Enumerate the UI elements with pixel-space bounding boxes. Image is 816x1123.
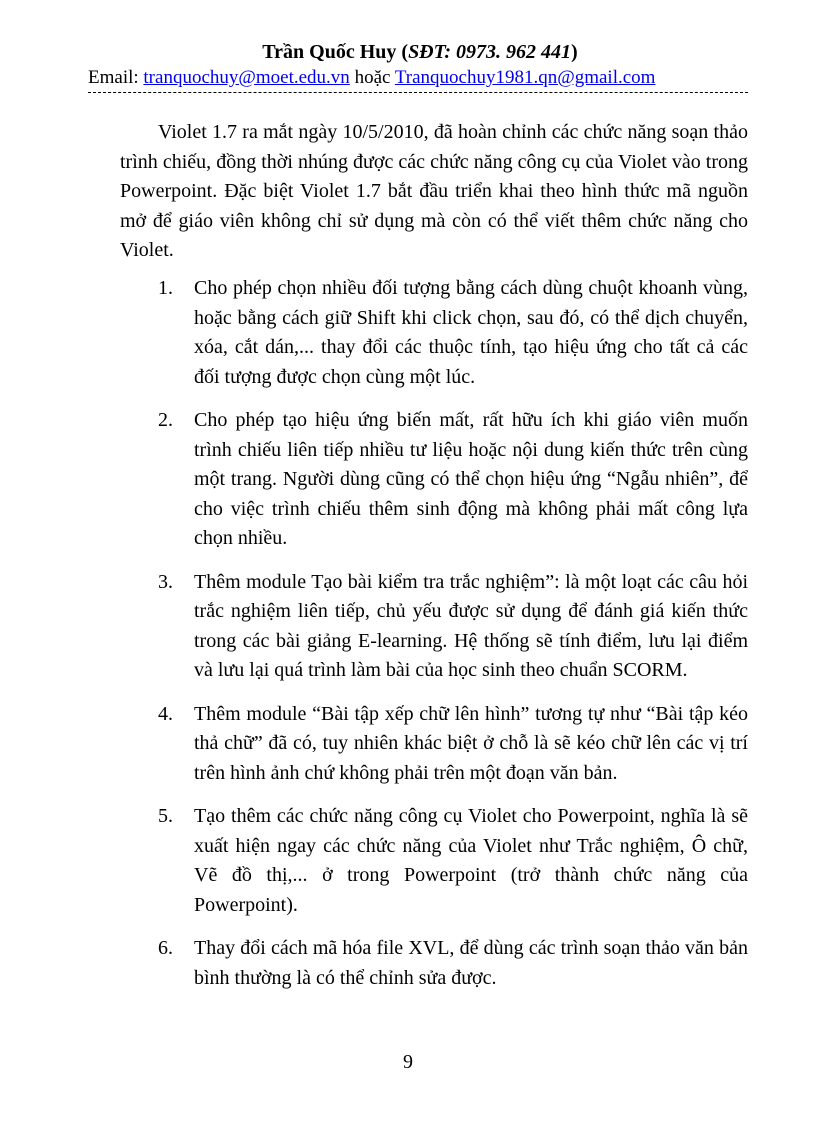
list-item — [158, 568, 748, 686]
list-item-number: 6. — [158, 937, 173, 959]
list-item-text: Thay đổi cách mã hóa file XVL, để dùng các trình soạn thảo văn bản bình thường là có thể chỉnh sửa được. — [194, 937, 748, 989]
contact-line — [88, 66, 788, 90]
phone-number: SĐT: 0973. 962 441 — [408, 41, 572, 63]
list-item — [158, 274, 748, 392]
email-link-primary[interactable]: tranquochuy@moet.edu.vn — [143, 67, 350, 88]
or-text: hoặc — [349, 67, 395, 88]
intro-paragraph: Violet 1.7 ra mắt ngày 10/5/2010, đã hoàn chỉnh các chức năng soạn thảo trình chiếu, đồng thời nhúng được các chức năng công cụ của Violet vào trong Powerpoint. Đặc biệt Violet 1.7 bắt đầu triển khai theo hình thức mã nguồn mở để giáo viên không chỉ sử dụng mà còn có thể viết thêm chức năng cho Violet. — [120, 121, 748, 261]
list-item — [158, 406, 748, 554]
page-header — [80, 40, 760, 64]
list-item-number: 5. — [158, 805, 173, 827]
list-item-number: 3. — [158, 570, 173, 593]
page-number: 9 — [403, 1051, 413, 1073]
author-name: Trần Quốc Huy — [262, 41, 397, 63]
email-link-secondary[interactable]: Tranquochuy1981.qn@gmail.com — [394, 67, 656, 88]
email-label: Email: — [88, 67, 144, 88]
list-item-text: Cho phép tạo hiệu ứng biến mất, rất hữu ích khi giáo viên muốn trình chiếu liên tiếp nhiều tư liệu hoặc nội dung kiến thức trên cùng một trang. Người dùng cũng có thể chọn hiệu ứng “Ngẫu nhiên”, để cho việc trình chiếu thêm sinh động mà không phải mất công lựa chọn nhiều. — [194, 409, 748, 549]
feature-list — [158, 274, 748, 1007]
phone-close: ) — [571, 41, 578, 63]
list-item — [158, 802, 748, 920]
list-item-number: 4. — [158, 702, 173, 725]
header-divider — [88, 92, 748, 93]
list-item-text: Thêm module “Bài tập xếp chữ lên hình” tương tự như “Bài tập kéo thả chữ” đã có, tuy nhiên khác biệt ở chỗ là sẽ kéo chữ lên các vị trí trên hình ảnh chứ không phải trên một đoạn văn bản. — [194, 702, 748, 784]
list-item-text: Thêm module Tạo bài kiểm tra trắc nghiệm”: là một loạt các câu hỏi trắc nghiệm liên tiếp, chủ yếu được sử dụng để đánh giá kiến thức trong các bài giảng E-learning. Hệ thống sẽ tính điểm, lưu lại điểm và lưu lại quá trình làm bài của học sinh theo chuẩn SCORM. — [194, 570, 748, 681]
phone-open: ( — [396, 41, 409, 63]
list-item-number: 1. — [158, 277, 173, 299]
list-item-text: Cho phép chọn nhiều đối tượng bằng cách dùng chuột khoanh vùng, hoặc bằng cách giữ Shift khi click chọn, sau đó, có thể dịch chuyển, xóa, cắt dán,... thay đổi các thuộc tính, tạo hiệu ứng cho tất cả các đối tượng được chọn cùng một lúc. — [194, 277, 748, 388]
list-item-text: Tạo thêm các chức năng công cụ Violet cho Powerpoint, nghĩa là sẽ xuất hiện ngay các chức năng của Violet như Trắc nghiệm, Ô chữ, Vẽ đồ thị,... ở trong Powerpoint (trở thành chức năng của Powerpoint). — [194, 805, 748, 916]
list-item — [158, 700, 748, 789]
list-item-number: 2. — [158, 409, 173, 431]
list-item — [158, 934, 748, 993]
